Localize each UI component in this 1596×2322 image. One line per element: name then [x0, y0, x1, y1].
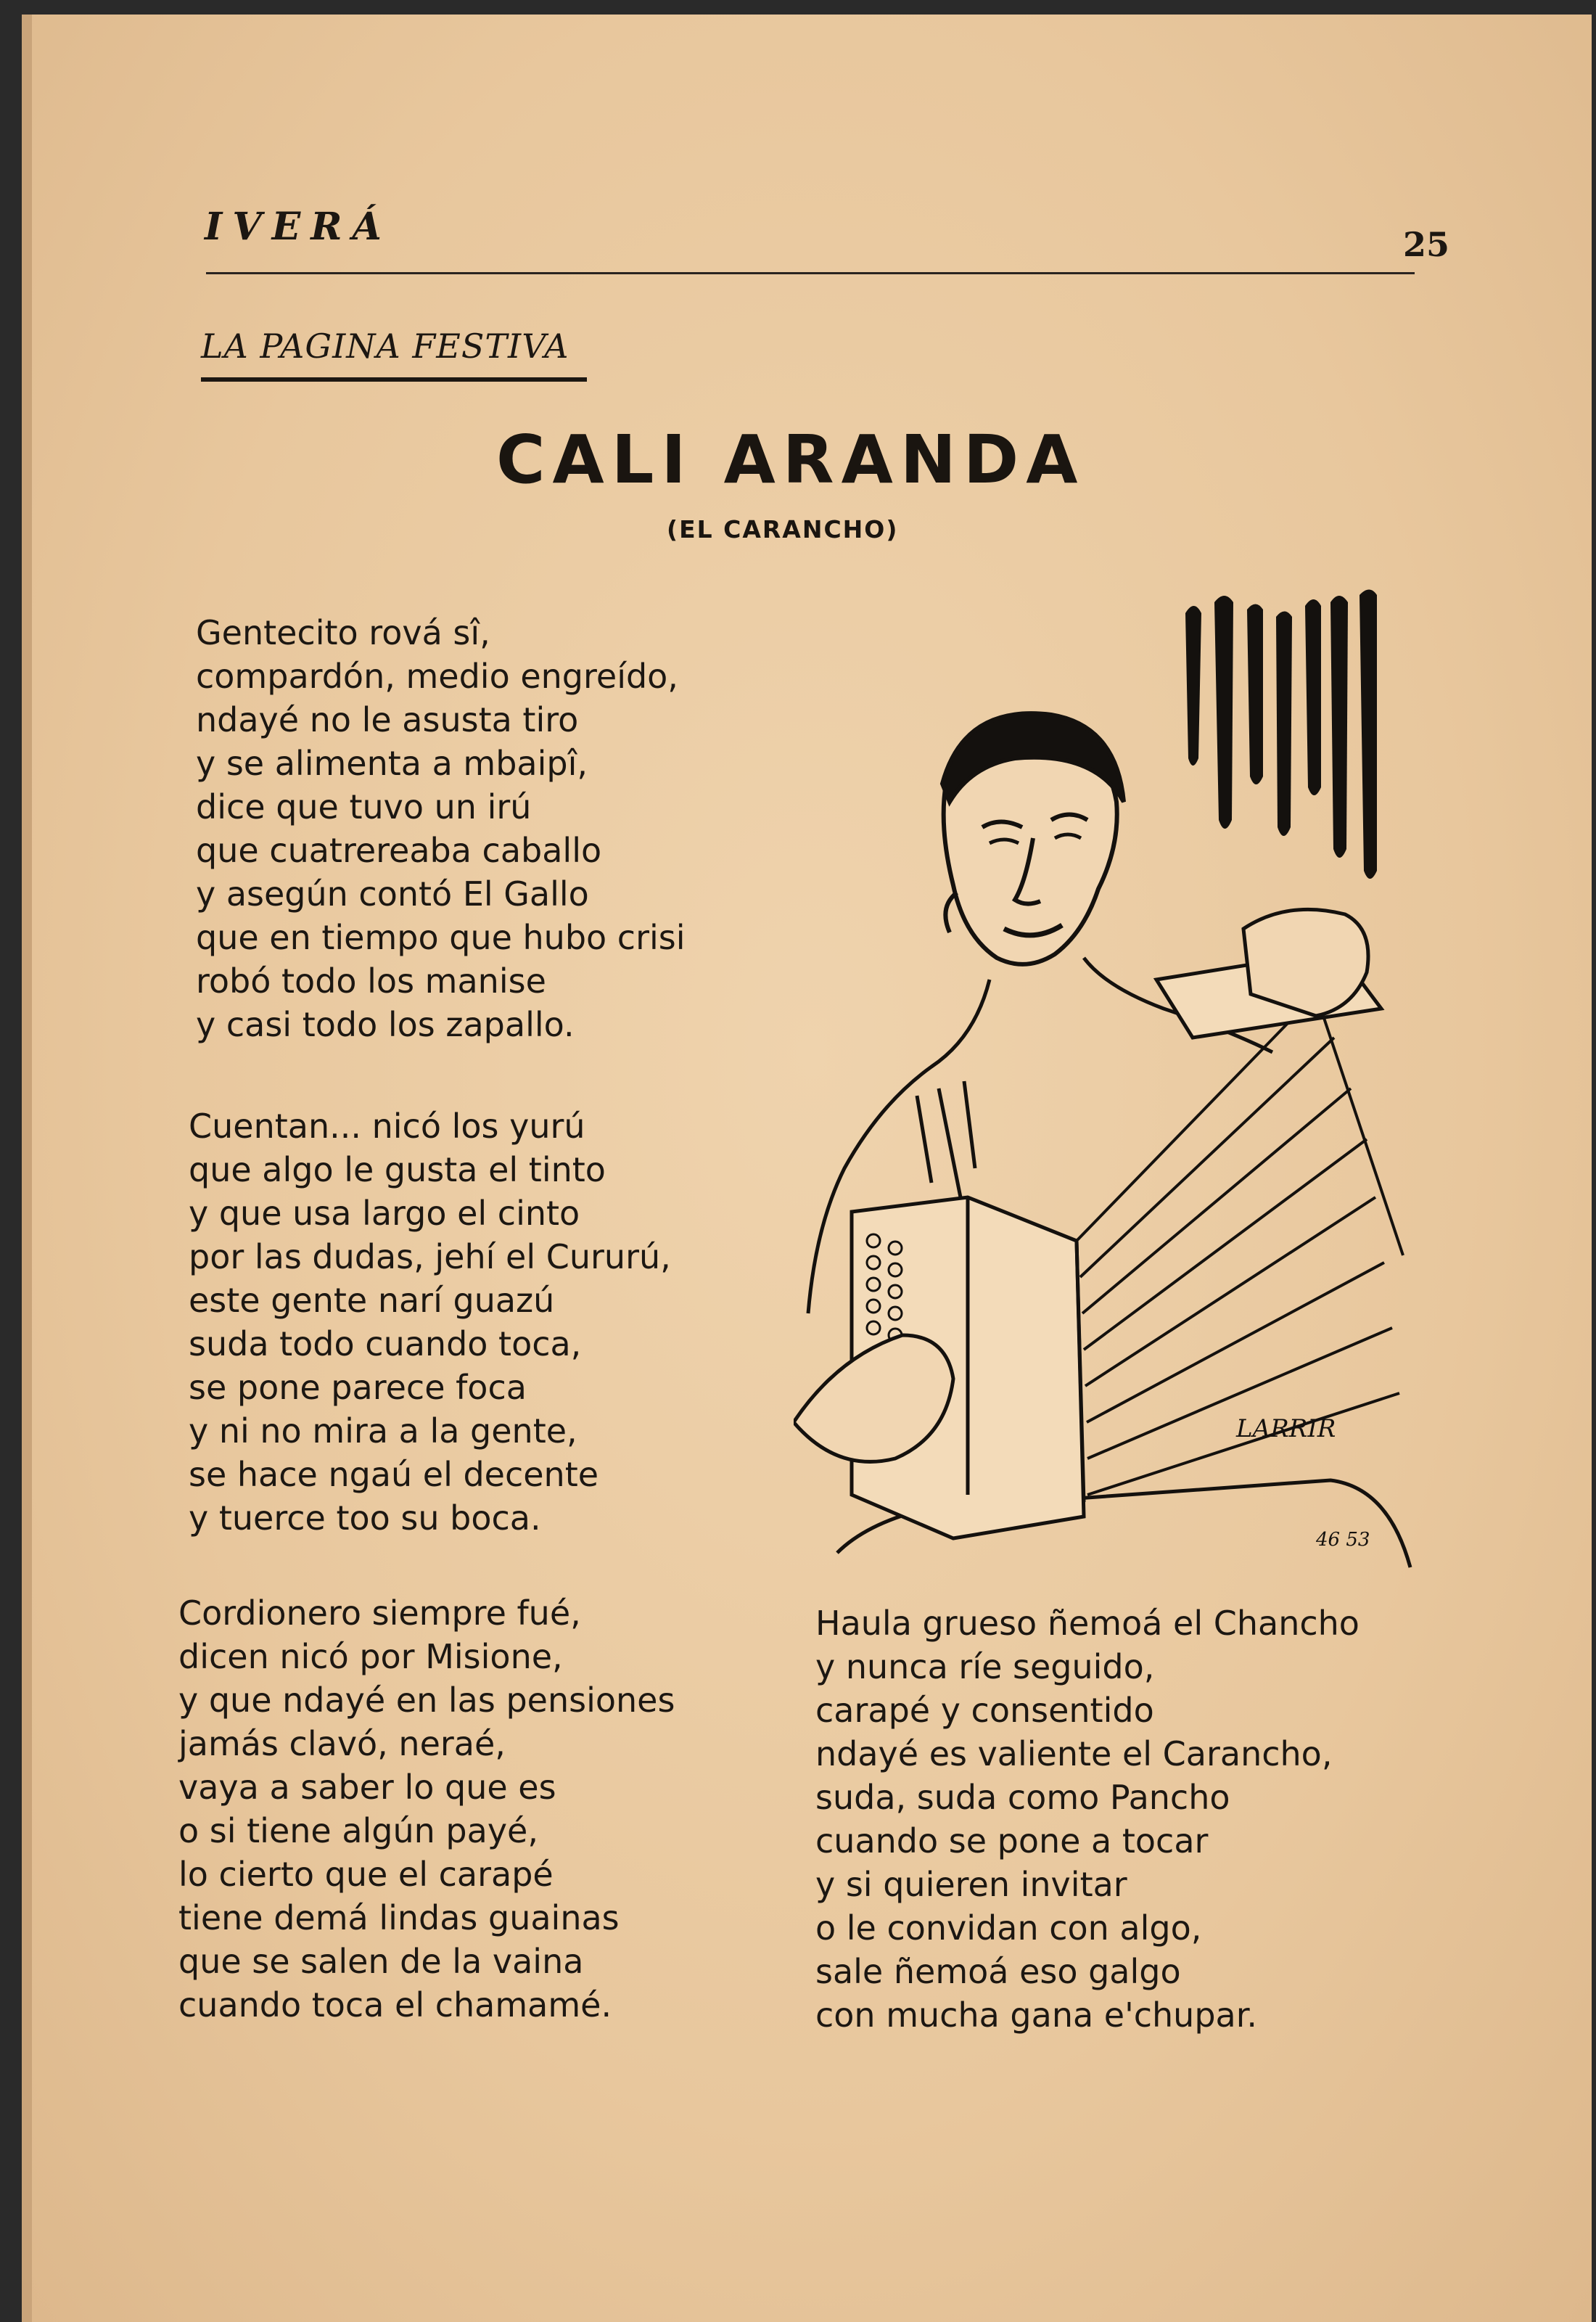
verse-line: y que ndayé en las pensiones	[178, 1681, 675, 1720]
verse-line: y asegún contó El Gallo	[196, 874, 589, 914]
accordionist-illustration	[794, 588, 1432, 1582]
illustration-date-mark: 46 53	[1316, 1529, 1370, 1551]
verse-line: se pone parece foca	[189, 1368, 527, 1407]
stanza-3	[178, 1591, 675, 2027]
poem-subtitle: (EL CARANCHO)	[667, 515, 899, 543]
verse-line: suda, suda como Pancho	[815, 1778, 1230, 1817]
verse-line: Gentecito rová sî,	[196, 613, 490, 652]
verse-line: compardón, medio engreído,	[196, 657, 678, 696]
verse-line: o si tiene algún payé,	[178, 1811, 538, 1850]
verse-line: tiene demá lindas guainas	[178, 1898, 620, 1937]
stanza-4	[815, 1601, 1360, 2037]
section-label: LA PAGINA FESTIVA	[201, 327, 569, 366]
verse-line: dice que tuvo un irú	[196, 787, 532, 826]
artist-signature: LARRIR	[1236, 1414, 1336, 1443]
verse-line: lo cierto que el carapé	[178, 1855, 554, 1894]
verse-line: ndayé es valiente el Carancho,	[815, 1734, 1333, 1773]
verse-line: y que usa largo el cinto	[189, 1194, 580, 1233]
verse-line: Cuentan... nicó los yurú	[189, 1107, 585, 1146]
verse-line: y si quieren invitar	[815, 1865, 1127, 1904]
verse-line: que se salen de la vaina	[178, 1942, 584, 1981]
verse-line: cuando toca el chamamé.	[178, 1985, 612, 2024]
verse-line: robó todo los manise	[196, 961, 546, 1001]
verse-line: y casi todo los zapallo.	[196, 1005, 575, 1044]
verse-line: este gente narí guazú	[189, 1281, 555, 1320]
section-underline	[201, 377, 587, 382]
verse-line: sale ñemoá eso galgo	[815, 1952, 1181, 1991]
verse-line: se hace ngaú el decente	[189, 1455, 599, 1494]
header-rule	[206, 272, 1415, 274]
accordion	[852, 951, 1403, 1538]
verse-line: ndayé no le asusta tiro	[196, 700, 579, 739]
verse-line: que algo le gusta el tinto	[189, 1150, 606, 1189]
poem-title: CALI ARANDA	[496, 421, 1085, 499]
verse-line: y ni no mira a la gente,	[189, 1411, 577, 1451]
stanza-2	[189, 1104, 671, 1540]
verse-line: suda todo cuando toca,	[189, 1324, 582, 1363]
verse-line: y se alimenta a mbaipî,	[196, 744, 588, 783]
verse-line: o le convidan con algo,	[815, 1908, 1202, 1948]
stanza-1	[196, 611, 686, 1046]
verse-line: que cuatrereaba caballo	[196, 831, 602, 870]
verse-line: vaya a saber lo que es	[178, 1768, 556, 1807]
man-head	[942, 713, 1124, 964]
verse-line: Haula grueso ñemoá el Chancho	[815, 1604, 1360, 1643]
verse-line: cuando se pone a tocar	[815, 1821, 1209, 1861]
magazine-page	[22, 15, 1592, 2322]
verse-line: Cordionero siempre fué,	[178, 1593, 581, 1633]
verse-line: con mucha gana e'chupar.	[815, 1995, 1258, 2035]
page-number: 25	[1403, 225, 1450, 264]
verse-line: carapé y consentido	[815, 1691, 1154, 1730]
verse-line: dicen nicó por Misione,	[178, 1637, 563, 1676]
verse-line: que en tiempo que hubo crisi	[196, 918, 686, 957]
magazine-name: IVERÁ	[205, 205, 392, 249]
verse-line: y nunca ríe seguido,	[815, 1647, 1155, 1686]
curtain-strokes	[1185, 590, 1377, 879]
verse-line: y tuerce too su boca.	[189, 1498, 541, 1538]
verse-line: por las dudas, jehí el Cururú,	[189, 1237, 671, 1276]
verse-line: jamás clavó, neraé,	[178, 1724, 506, 1763]
